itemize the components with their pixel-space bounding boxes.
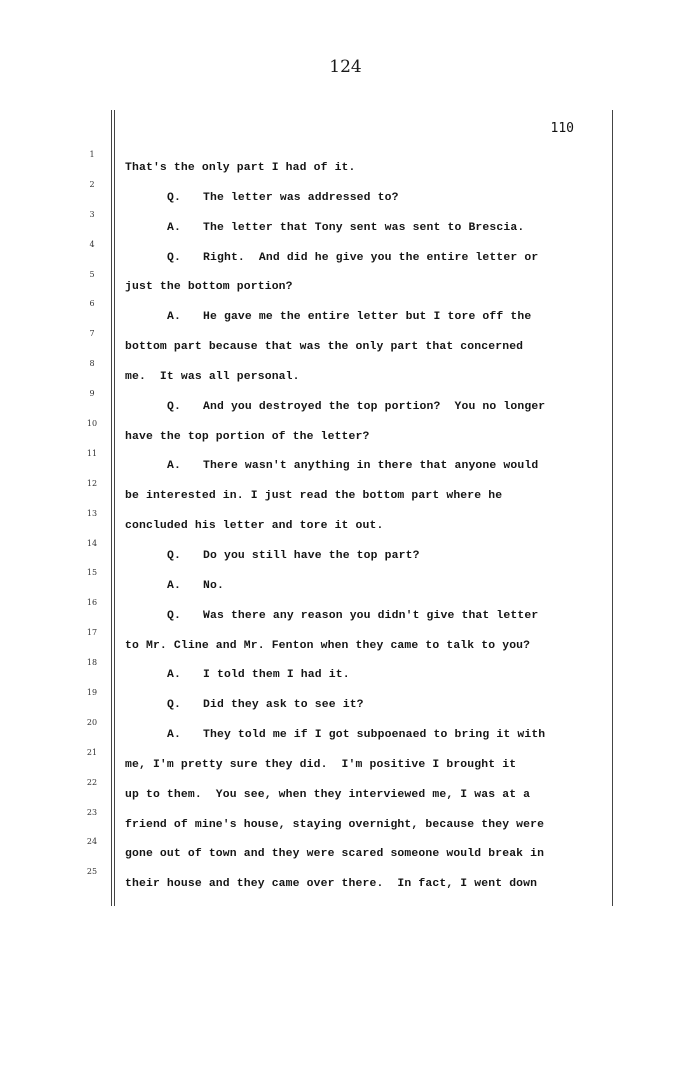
- line-number: 15: [86, 568, 98, 578]
- line-number: 23: [86, 807, 98, 817]
- line-text: friend of mine's house, staying overnight, because they were: [125, 818, 545, 831]
- line-number: 16: [86, 598, 98, 608]
- line-number: 7: [89, 329, 95, 339]
- line-text: me, I'm pretty sure they did. I'm positive I brought it: [125, 758, 517, 771]
- line-number: 4: [89, 239, 95, 249]
- line-text: be interested in. I just read the bottom part where he: [125, 490, 503, 503]
- speaker-marker: Q.: [167, 699, 181, 712]
- line-text: He gave me the entire letter but I tore off the: [203, 311, 532, 324]
- line-number: 8: [89, 359, 95, 369]
- line-number: 2: [89, 179, 95, 189]
- line-number: 5: [89, 269, 95, 279]
- line-number: 13: [86, 508, 98, 518]
- line-number: 11: [86, 448, 98, 458]
- line-number: 20: [86, 717, 98, 727]
- speaker-marker: A.: [167, 669, 181, 682]
- speaker-marker: Q.: [167, 191, 181, 204]
- transcript-line: [125, 844, 605, 874]
- transcript-line: [125, 397, 605, 427]
- line-number: 19: [86, 688, 98, 698]
- line-text: There wasn't anything in there that anyone would: [203, 460, 539, 473]
- line-number: 6: [89, 299, 95, 309]
- left-margin-rule-inner: [114, 110, 115, 906]
- speaker-marker: Q.: [167, 549, 181, 562]
- transcript-line: [125, 516, 605, 546]
- line-text: bottom part because that was the only part that concerned: [125, 341, 524, 354]
- line-text: to Mr. Cline and Mr. Fenton when they came to talk to you?: [125, 639, 531, 652]
- line-number: 10: [86, 419, 98, 429]
- line-text: Right. And did he give you the entire letter or: [203, 251, 539, 264]
- speaker-marker: A.: [167, 460, 181, 473]
- speaker-marker: A.: [167, 729, 181, 742]
- line-text: up to them. You see, when they interviewed me, I was at a: [125, 788, 531, 801]
- speaker-marker: A.: [167, 311, 181, 324]
- line-number: 3: [89, 209, 95, 219]
- line-text: That's the only part I had of it.: [125, 162, 356, 174]
- line-text: Was there any reason you didn't give that letter: [203, 609, 539, 622]
- transcript-line: [125, 367, 605, 397]
- transcript-line: [125, 307, 605, 337]
- line-number: 25: [86, 867, 98, 877]
- transcript-body: [125, 158, 605, 904]
- line-text: concluded his letter and tore it out.: [125, 520, 384, 533]
- speaker-marker: Q.: [167, 251, 181, 264]
- line-text: The letter that Tony sent was sent to Brescia.: [203, 221, 525, 234]
- speaker-marker: Q.: [167, 400, 181, 413]
- transcript-line: [125, 665, 605, 695]
- outer-page-number: 124: [329, 57, 362, 77]
- transcript-line: [125, 188, 605, 218]
- line-text: I told them I had it.: [203, 669, 350, 682]
- transcript-line: [125, 248, 605, 278]
- transcript-line: [125, 277, 605, 307]
- transcript-line: [125, 337, 605, 367]
- speaker-marker: Q.: [167, 609, 181, 622]
- line-text: their house and they came over there. In fact, I went down: [125, 878, 538, 891]
- line-text: just the bottom portion?: [125, 281, 293, 294]
- transcript-line: [125, 725, 605, 755]
- line-text: They told me if I got subpoenaed to bring it with: [203, 729, 546, 742]
- transcript-line: [125, 576, 605, 606]
- speaker-marker: A.: [167, 579, 181, 592]
- transcript-line: [125, 158, 605, 188]
- line-text: gone out of town and they were scared someone would break in: [125, 848, 545, 861]
- speaker-marker: A.: [167, 221, 181, 234]
- transcript-page-number: 110: [550, 121, 574, 136]
- line-number: 17: [86, 628, 98, 638]
- transcript-line: [125, 785, 605, 815]
- line-number: 14: [86, 538, 98, 548]
- transcript-line: [125, 546, 605, 576]
- line-text: And you destroyed the top portion? You no longer: [203, 400, 546, 413]
- transcript-line: [125, 755, 605, 785]
- line-number: 1: [89, 150, 95, 159]
- line-number: 22: [86, 777, 98, 787]
- line-text: have the top portion of the letter?: [125, 430, 370, 443]
- right-margin-rule: [612, 110, 613, 906]
- line-text: Did they ask to see it?: [203, 699, 364, 712]
- line-number: 12: [86, 478, 98, 488]
- transcript-line: [125, 815, 605, 845]
- transcript-line: [125, 218, 605, 248]
- line-text: No.: [203, 579, 224, 592]
- transcript-line: [125, 636, 605, 666]
- line-number: 9: [89, 389, 95, 399]
- transcript-line: [125, 695, 605, 725]
- line-number: 21: [86, 747, 98, 757]
- line-number: 24: [86, 837, 98, 847]
- transcript-line: [125, 486, 605, 516]
- transcript-line: [125, 606, 605, 636]
- left-margin-rule: [111, 110, 112, 906]
- transcript-line: [125, 427, 605, 457]
- line-number-column: [84, 150, 100, 897]
- line-text: Do you still have the top part?: [203, 549, 420, 562]
- transcript-line: [125, 456, 605, 486]
- transcript-line: [125, 874, 605, 904]
- line-text: me. It was all personal.: [125, 370, 300, 383]
- line-number: 18: [86, 658, 98, 668]
- line-text: The letter was addressed to?: [203, 191, 399, 204]
